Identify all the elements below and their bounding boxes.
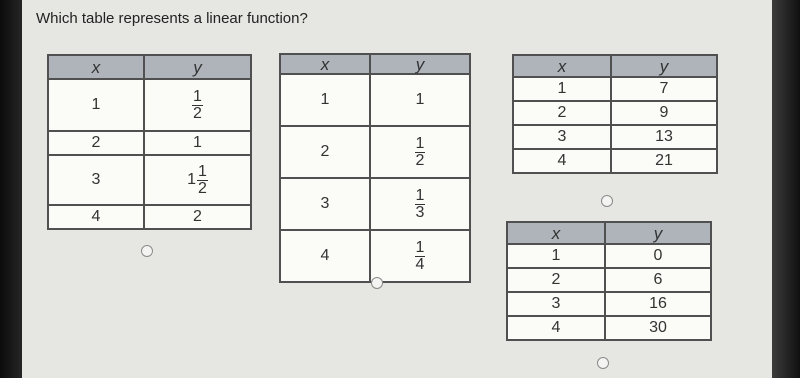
y-cell [370, 230, 470, 282]
y-cell [605, 292, 711, 316]
table-option-b [279, 53, 471, 283]
numerator: 1 [193, 87, 202, 105]
x-value: 4 [557, 152, 567, 169]
y-value: 7 [659, 80, 669, 97]
x-cell [513, 125, 611, 149]
table-option-d [506, 221, 712, 341]
table-row [280, 74, 470, 126]
y-value: 9 [659, 104, 669, 121]
table-row [48, 79, 251, 131]
table-row [513, 149, 717, 173]
y-cell [144, 131, 251, 155]
table-row [280, 178, 470, 230]
x-cell [513, 77, 611, 101]
table-row [48, 131, 251, 155]
table-row [507, 268, 711, 292]
x-value: 4 [91, 208, 101, 225]
fraction-value [415, 134, 426, 169]
x-cell [507, 268, 605, 292]
x-value: 4 [320, 247, 330, 264]
header-y: y [605, 222, 711, 244]
y-cell [605, 244, 711, 268]
x-value: 2 [320, 143, 330, 160]
denominator: 2 [415, 151, 425, 169]
fraction [415, 136, 426, 169]
y-value: 13 [655, 128, 673, 145]
x-value: 1 [320, 91, 330, 108]
whole-part: 1 [187, 171, 196, 188]
fraction [415, 188, 426, 221]
y-value: 0 [653, 247, 663, 264]
fraction-value [415, 238, 426, 273]
table-row [48, 205, 251, 229]
fraction [192, 89, 203, 122]
x-value: 3 [557, 128, 567, 145]
header-y: y [370, 54, 470, 74]
question-text: Which table represents a linear function? [36, 10, 308, 27]
numerator: 1 [198, 162, 207, 180]
denominator: 2 [193, 104, 202, 122]
y-value: 6 [653, 271, 663, 288]
x-cell [513, 101, 611, 125]
denominator: 2 [198, 179, 207, 197]
x-cell [48, 131, 144, 155]
x-cell [280, 126, 370, 178]
left-edge-shadow [0, 0, 22, 378]
x-value: 3 [320, 195, 330, 212]
table-row [280, 126, 470, 178]
y-value: 1 [415, 91, 425, 108]
radio-option-b[interactable] [371, 277, 383, 289]
x-value: 4 [551, 319, 561, 336]
header-y: y [144, 55, 251, 79]
denominator: 4 [415, 255, 425, 273]
y-cell [611, 149, 717, 173]
y-cell [611, 125, 717, 149]
header-x: x [48, 55, 144, 79]
x-value: 2 [91, 134, 101, 151]
y-cell [605, 268, 711, 292]
table-row [513, 77, 717, 101]
x-cell [507, 244, 605, 268]
numerator: 1 [415, 134, 425, 152]
mixed-number [187, 162, 208, 197]
x-value: 2 [551, 271, 561, 288]
y-cell [611, 101, 717, 125]
header-y: y [611, 55, 717, 77]
x-cell [280, 74, 370, 126]
y-value: 1 [193, 134, 202, 151]
x-cell [280, 230, 370, 282]
y-cell [144, 205, 251, 229]
y-cell [370, 178, 470, 230]
x-value: 1 [557, 80, 567, 97]
x-cell [48, 155, 144, 205]
radio-option-d[interactable] [597, 357, 609, 369]
y-value: 16 [649, 295, 667, 312]
y-cell [370, 74, 470, 126]
fraction [197, 164, 208, 197]
y-cell [370, 126, 470, 178]
x-value: 1 [551, 247, 561, 264]
table-option-a [47, 54, 252, 230]
x-value: 1 [91, 96, 101, 113]
right-edge-shadow [772, 0, 800, 378]
header-x: x [513, 55, 611, 77]
fraction-value [192, 87, 203, 122]
x-cell [507, 316, 605, 340]
table-row [507, 244, 711, 268]
table-row [48, 155, 251, 205]
denominator: 3 [415, 203, 425, 221]
y-cell [144, 155, 251, 205]
table-row [280, 230, 470, 282]
y-cell [605, 316, 711, 340]
fraction [415, 240, 426, 273]
x-cell [48, 205, 144, 229]
table-row [513, 125, 717, 149]
header-x: x [507, 222, 605, 244]
x-cell [280, 178, 370, 230]
x-value: 3 [551, 295, 561, 312]
table-row [507, 292, 711, 316]
table-option-c [512, 54, 718, 174]
x-cell [507, 292, 605, 316]
y-value: 30 [649, 319, 667, 336]
x-value: 2 [557, 104, 567, 121]
y-cell [144, 79, 251, 131]
header-x: x [280, 54, 370, 74]
numerator: 1 [415, 238, 425, 256]
numerator: 1 [415, 186, 425, 204]
y-value: 2 [193, 208, 202, 225]
fraction-value [415, 186, 426, 221]
radio-option-a[interactable] [141, 245, 153, 257]
x-cell [48, 79, 144, 131]
radio-option-c[interactable] [601, 195, 613, 207]
table-row [507, 316, 711, 340]
table-row [513, 101, 717, 125]
y-cell [611, 77, 717, 101]
x-value: 3 [91, 171, 101, 188]
x-cell [513, 149, 611, 173]
y-value: 21 [655, 152, 673, 169]
